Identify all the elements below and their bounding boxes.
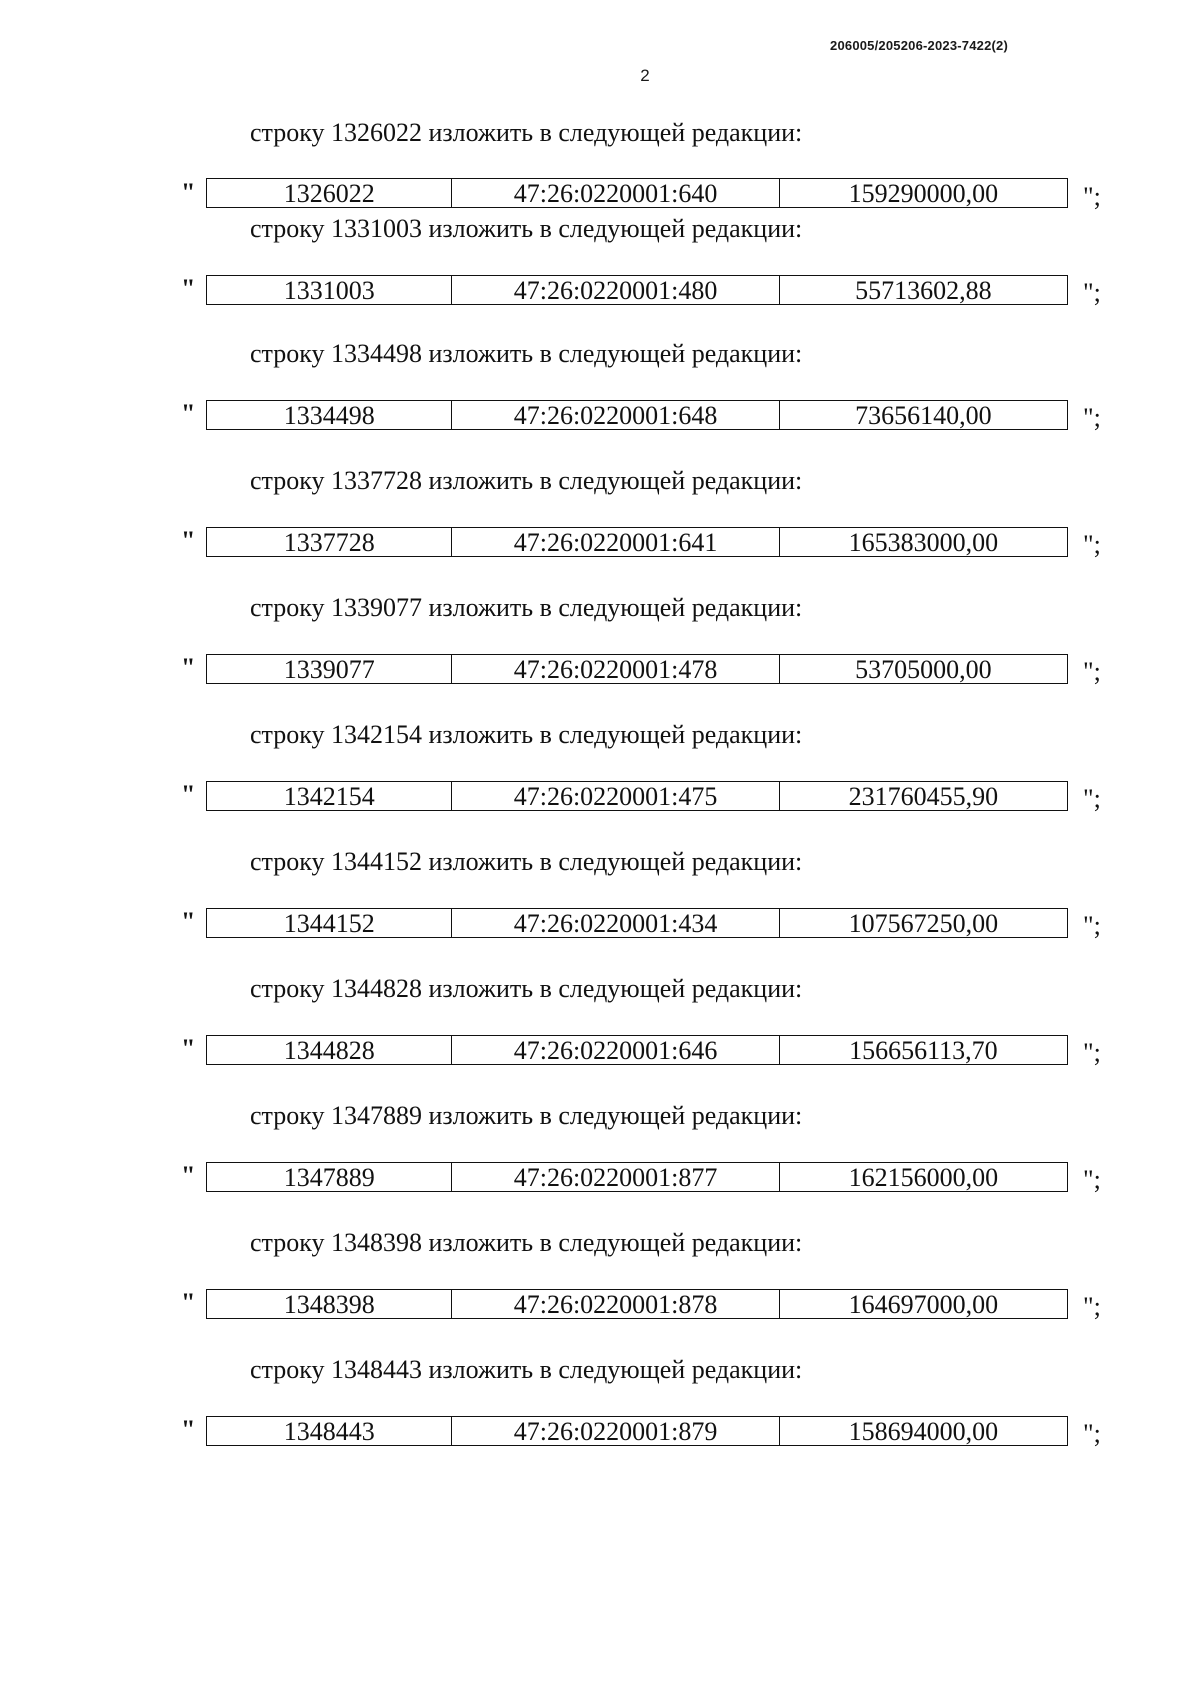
amendment-entry [0, 593, 1200, 693]
close-quote: "; [1083, 911, 1101, 940]
row-number-cell: 1348443 [207, 1417, 452, 1445]
cadastral-number-cell: 47:26:0220001:878 [452, 1290, 779, 1318]
close-quote: "; [1083, 182, 1101, 211]
amendment-entry [0, 118, 1200, 218]
cadastral-number-cell: 47:26:0220001:641 [452, 528, 779, 556]
amendment-entry [0, 466, 1200, 566]
row-number-cell: 1344828 [207, 1036, 452, 1064]
close-quote: "; [1083, 530, 1101, 559]
amendment-instruction: строку 1347889 изложить в следующей редакции: [250, 1101, 803, 1130]
cadastral-value-cell: 107567250,00 [848, 909, 999, 938]
open-quote: " [181, 1415, 196, 1444]
cadastral-value-cell: 73656140,00 [855, 401, 992, 430]
page-number: 2 [640, 66, 650, 85]
row-number-cell: 1339077 [207, 655, 452, 683]
amendment-entry [0, 974, 1200, 1074]
row-number-cell: 1331003 [207, 276, 452, 304]
amended-row-table [206, 178, 1068, 208]
cadastral-number-cell: 47:26:0220001:648 [452, 401, 779, 429]
close-quote: "; [1083, 1038, 1101, 1067]
cadastral-value-cell: 165383000,00 [848, 528, 999, 557]
cadastral-value-cell: 162156000,00 [848, 1163, 999, 1192]
row-number-cell: 1344152 [207, 909, 452, 937]
cadastral-value-cell: 158694000,00 [848, 1417, 999, 1446]
cadastral-number-cell: 47:26:0220001:646 [452, 1036, 779, 1064]
cadastral-value-cell: 159290000,00 [848, 179, 999, 208]
amended-row-table [206, 1289, 1068, 1319]
amended-row-table [206, 275, 1068, 305]
amended-row-table [206, 1416, 1068, 1446]
cadastral-value-cell: 55713602,88 [855, 276, 992, 305]
open-quote: " [181, 526, 196, 555]
amendment-instruction: строку 1339077 изложить в следующей редакции: [250, 593, 803, 622]
amendment-entry [0, 720, 1200, 820]
open-quote: " [181, 1161, 196, 1190]
amendment-entry [0, 1228, 1200, 1328]
open-quote: " [181, 178, 196, 207]
close-quote: "; [1083, 1419, 1101, 1448]
open-quote: " [181, 780, 196, 809]
open-quote: " [181, 653, 196, 682]
row-number-cell: 1326022 [207, 179, 452, 207]
amended-row-table [206, 1035, 1068, 1065]
open-quote: " [181, 399, 196, 428]
row-number-cell: 1348398 [207, 1290, 452, 1318]
amendment-instruction: строку 1342154 изложить в следующей редакции: [250, 720, 803, 749]
cadastral-number-cell: 47:26:0220001:478 [452, 655, 779, 683]
amendment-instruction: строку 1344828 изложить в следующей редакции: [250, 974, 803, 1003]
amendment-entry [0, 1101, 1200, 1201]
document-id: 206005/205206-2023-7422(2) [830, 38, 1008, 53]
amendment-instruction: строку 1348443 изложить в следующей редакции: [250, 1355, 803, 1384]
cadastral-number-cell: 47:26:0220001:434 [452, 909, 779, 937]
close-quote: "; [1083, 657, 1101, 686]
amended-row-table [206, 908, 1068, 938]
amended-row-table [206, 1162, 1068, 1192]
open-quote: " [181, 1288, 196, 1317]
row-number-cell: 1347889 [207, 1163, 452, 1191]
amendment-entry [0, 1355, 1200, 1455]
close-quote: "; [1083, 403, 1101, 432]
amended-row-table [206, 527, 1068, 557]
close-quote: "; [1083, 1165, 1101, 1194]
cadastral-number-cell: 47:26:0220001:640 [452, 179, 779, 207]
amendment-entry [0, 339, 1200, 439]
open-quote: " [181, 1034, 196, 1063]
cadastral-value-cell: 231760455,90 [848, 782, 999, 811]
row-number-cell: 1342154 [207, 782, 452, 810]
cadastral-number-cell: 47:26:0220001:879 [452, 1417, 779, 1445]
amendment-instruction: строку 1326022 изложить в следующей редакции: [250, 118, 803, 147]
cadastral-value-cell: 53705000,00 [855, 655, 992, 684]
close-quote: "; [1083, 784, 1101, 813]
close-quote: "; [1083, 1292, 1101, 1321]
cadastral-number-cell: 47:26:0220001:480 [452, 276, 779, 304]
cadastral-value-cell: 156656113,70 [849, 1036, 998, 1065]
amendment-instruction: строку 1344152 изложить в следующей редакции: [250, 847, 803, 876]
amendment-instruction: строку 1348398 изложить в следующей редакции: [250, 1228, 803, 1257]
row-number-cell: 1337728 [207, 528, 452, 556]
row-number-cell: 1334498 [207, 401, 452, 429]
open-quote: " [181, 907, 196, 936]
cadastral-number-cell: 47:26:0220001:877 [452, 1163, 779, 1191]
amended-row-table [206, 654, 1068, 684]
cadastral-number-cell: 47:26:0220001:475 [452, 782, 779, 810]
close-quote: "; [1083, 278, 1101, 307]
cadastral-value-cell: 164697000,00 [848, 1290, 999, 1319]
amendment-instruction: строку 1334498 изложить в следующей редакции: [250, 339, 803, 368]
amended-row-table [206, 781, 1068, 811]
amendment-instruction: строку 1337728 изложить в следующей редакции: [250, 466, 803, 495]
amendment-entry [0, 847, 1200, 947]
amendment-entry [0, 214, 1200, 314]
amendment-instruction: строку 1331003 изложить в следующей редакции: [250, 214, 803, 243]
amended-row-table [206, 400, 1068, 430]
open-quote: " [181, 274, 196, 303]
